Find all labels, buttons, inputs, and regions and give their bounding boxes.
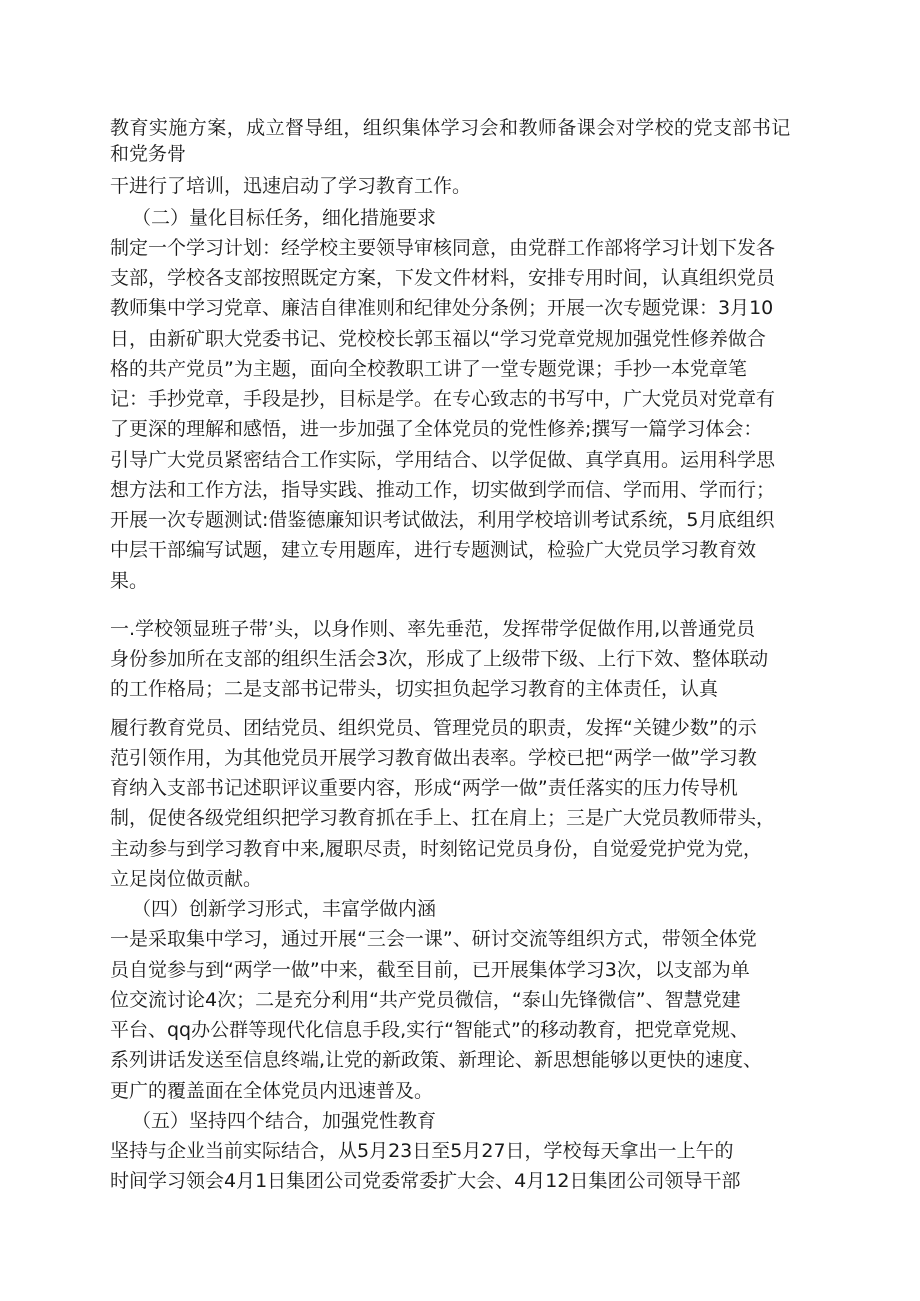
text-line: 范引领作用，为其他党员开展学习教育做出表率。学校已把“两学一做”学习教 bbox=[110, 747, 757, 769]
text-line: 履行教育党员、团结党员、组织党员、管理党员的职责，发挥“关键少数”的示 bbox=[110, 717, 757, 739]
text-line: 日，由新矿职大党委书记、党校校长郭玉福以“学习党章党规加强党性修养做合 bbox=[110, 328, 766, 350]
text-line: 一是采取集中学习，通过开展“三会一课”、研讨交流等组织方式，带领全体党 bbox=[110, 928, 757, 950]
text-line: 开展一次专题测试:借鉴德廉知识考试做法，利用学校培训考试系统，5月底组织 bbox=[110, 509, 775, 531]
text-line: 干进行了培训，迅速启动了学习教育工作。 bbox=[110, 175, 472, 197]
text-line: 主动参与到学习教育中来,履职尽责，时刻铭记党员身份，自觉爱党护党为党， bbox=[110, 838, 763, 860]
text-line: 一.学校领显班子带’头，以身作则、率先垂范，发挥带学促做作用,以普通党员 bbox=[110, 618, 756, 640]
text-line: 平台、qq办公群等现代化信息手段,实行“智能式”的移动教育，把党章党规、 bbox=[110, 1019, 749, 1041]
text-line: 引导广大党员紧密结合工作实际，学用结合、以学促做、真学真用。运用科学思 bbox=[110, 449, 776, 471]
text-line: 身份参加所在支部的组织生活会3次，形成了上级带下级、上行下效、整体联动 bbox=[110, 648, 769, 670]
text-line: 员自觉参与到“两学一做”中来，截至目前，已开展集体学习3次，以支部为单 bbox=[110, 959, 750, 981]
section-heading: （二）量化目标任务，细化措施要求 bbox=[132, 207, 437, 229]
text-line: 坚持与企业当前实际结合，从5月23日至5月27日，学校每天拿出一上午的 bbox=[110, 1140, 734, 1162]
text-line: 系列讲话发送至信息终端,让党的新政策、新理论、新思想能够以更快的速度、 bbox=[110, 1049, 763, 1071]
text-line: 果。 bbox=[110, 570, 149, 592]
text-line: 的工作格局；二是支部书记带头，切实担负起学习教育的主体责任，认真 bbox=[110, 678, 719, 700]
text-line: 教师集中学习党章、廉洁自律准则和纪律处分条例；开展一次专题党课：3月10 bbox=[110, 297, 774, 319]
text-line: 和党务骨 bbox=[110, 143, 187, 165]
text-line: 更广的覆盖面在全体党员内迅速普及。 bbox=[110, 1080, 434, 1102]
text-line: 位交流讨论4次；二是充分利用“共产党员微信，“泰山先锋微信”、智慧党建 bbox=[110, 989, 741, 1011]
text-line: 格的共产党员”为主题，面向全校教职工讲了一堂专题党课；手抄一本党章笔 bbox=[110, 358, 747, 380]
text-line: 时间学习领会4月1日集团公司党委常委扩大会、4月12日集团公司领导干部 bbox=[110, 1170, 741, 1192]
text-line: 记：手抄党章，手段是抄，目标是学。在专心致志的书写中，广大党员对党章有 bbox=[110, 388, 776, 410]
text-line: 中层干部编写试题，建立专用题库，进行专题测试，检验广大党员学习教育效 bbox=[110, 539, 757, 561]
text-line: 了更深的理解和感悟，进一步加强了全体党员的党性修养;撰写一篇学习体会： bbox=[110, 418, 763, 440]
text-line: 育纳入支部书记述职评议重要内容，形成“两学一做”责任落实的压力传导机 bbox=[110, 777, 738, 799]
text-line: 支部，学校各支部按照既定方案，下发文件材料，安排专用时间，认真组织党员 bbox=[110, 267, 776, 289]
text-line: 制，促使各级党组织把学习教育抓在手上、扛在肩上；三是广大党员教师带头， bbox=[110, 807, 776, 829]
section-heading: （五）坚持四个结合，加强党性教育 bbox=[132, 1110, 437, 1132]
text-line: 教育实施方案，成立督导组，组织集体学习会和教师备课会对学校的党支部书记 bbox=[110, 117, 791, 139]
section-heading: （四）创新学习形式，丰富学做内涵 bbox=[132, 898, 437, 920]
text-line: 想方法和工作方法，指导实践、推动工作，切实做到学而信、学而用、学而行； bbox=[110, 479, 776, 501]
text-line: 制定一个学习计划：经学校主要领导审核同意，由党群工作部将学习计划下发各 bbox=[110, 237, 776, 259]
text-line: 立足岗位做贡献。 bbox=[110, 868, 263, 890]
